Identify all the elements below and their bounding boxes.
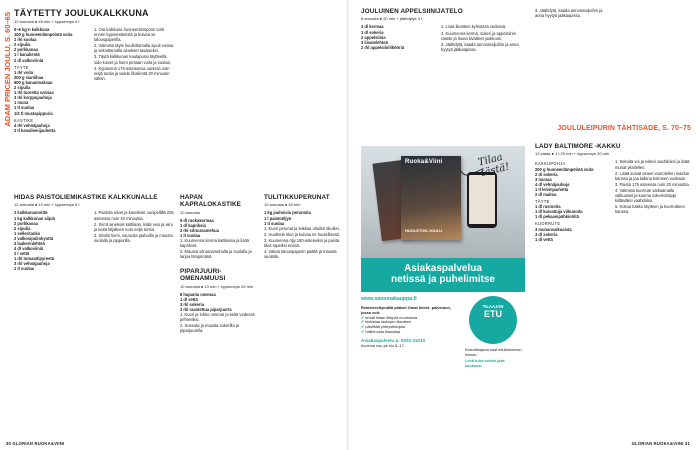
recipe-step: 3. Paista 175 asteessa noin 20 minuuttia. (615, 181, 690, 187)
recipe-lady-baltimore (535, 143, 691, 439)
ingredient: 2 kalkkunanreittä (14, 210, 48, 216)
step-list (615, 159, 691, 241)
recipe-step: 3. Kuumenna öljy 180-asteiseksi ja paista tikut rapeiksi erissä. (264, 237, 340, 248)
ad-intro: Rekisteröitymällä pääset Omat tiedot -palveluun, jossa voit: (361, 305, 451, 315)
ingredient: 1 kg jauhoisia perunoita (264, 210, 311, 216)
ingredient: 4 dl valkoviiniä (14, 246, 44, 252)
ingredient: 3 dl sokeria (535, 231, 558, 237)
ingredient-list (14, 210, 88, 271)
ingredient: 3 munaa (535, 176, 552, 182)
ad-sidebar (465, 296, 523, 368)
ingredient: 500 g kananmaksaa (14, 79, 53, 85)
recipe-step: 4. Valmista kuorrute vatkaamalla valkuaiset ja kuuma sokerisiirappi kiiltäväksi vaahdoksi. (615, 187, 676, 204)
ingredient: 2 porkkanaa (14, 220, 38, 226)
recipe-turkey (14, 8, 176, 160)
ingredient: 3 rkl korppujauhoja (14, 95, 52, 101)
ingredient: 200 g sianlihaa (14, 74, 44, 80)
recipe-title: TÄYTETTY JOULUKALKKUNA (14, 8, 149, 18)
recipe-step: 2. Valmista täyte kuullottamalla sipuli voissa ja sekoittamalla ainekset tasaiseksi. (94, 43, 174, 54)
right-magazine-page (349, 0, 696, 450)
check-icon: ✔ (361, 319, 366, 325)
ad-check-item: ✔ tarkistaa laskujen tilanteen (361, 319, 412, 325)
recipe-step: 4. Valuta talouspaperin päällä ja mausta suolalla. (264, 249, 337, 260)
left-side-title: ADAM PRICEN JOULU, S. 60–65 (3, 12, 12, 127)
badge-small-text: TILAAJAN (482, 304, 504, 309)
recipe-title: LADY BALTIMORE -KAKKU (535, 143, 621, 150)
magazine-cover-text: HUOLETON JOULU (405, 228, 443, 234)
ingredient: 100 g huoneenlämpöistä voita (14, 32, 73, 38)
ad-check-item: ✔ päivittää yhteystietojasi (361, 324, 406, 330)
ingredient-subheading: TÄYTE (14, 64, 29, 70)
recipe-step: 1. Ota kalkkuna huoneenlämpöön tunti ennen kypsentämistä ja kuivaa se talouspaperilla. (94, 27, 165, 43)
ingredient: 2 sipulia (14, 225, 31, 231)
ingredient: 1 rkl voita (14, 69, 34, 75)
step-list (94, 210, 174, 271)
recipe-step: 3. Täytä kalkkunan kaulapussi täytteellä, sido koivet ja hiero pintaan voita ja suolaa. (94, 54, 171, 65)
ad-side-paragraph: Kestotilaajana saat edullisemman hinnan. (465, 348, 522, 357)
ingredient: 1 dl pekaanipähkinöitä (535, 214, 579, 220)
ingredient-list (361, 24, 435, 52)
ingredient: 2 appelsiinia (361, 34, 386, 40)
recipe-step: 2. Mausta sitruunamehulla ja suolalla ja tarjoa lämpimänä. (180, 249, 252, 260)
ingredient: 1 rkl tuoretta salviaa (14, 90, 54, 96)
recipe-meta: 12 palaa ● 1 t 20 min + kypsennys 20 min (535, 151, 610, 157)
ingredient-list (14, 27, 88, 133)
ingredient: 2 rkl raastettua piparjuurta (180, 307, 232, 313)
ad-photo (361, 146, 525, 262)
recipe-step: 2. Soseuta ja mausta sokerilla ja piparjuurella. (180, 323, 239, 334)
ingredient: 1 rkl tomaattipyreetä (14, 256, 55, 262)
ad-check-item: ✔ hallinnoida tilaustasi (361, 328, 401, 334)
ad-subheadline: netissä ja puhelimitse (391, 274, 495, 285)
ingredient: 2 dl maitoa (535, 191, 557, 197)
recipe-step: 3. Siivilöi liemi, suurusta jauhoilla ja mausta suolalla ja pippurilla. (94, 232, 173, 243)
recipe-title: PIPARJUURI-OMENAMUUSI (180, 268, 226, 283)
ingredient-subheading: KASTIKE (14, 117, 34, 123)
ad-headline: Asiakaspalvelua (404, 263, 482, 274)
subscription-ad (361, 146, 525, 441)
ingredient: 1 dl kapriksia (180, 222, 206, 228)
ingredient: 1 dl rusinoita (535, 204, 561, 210)
ingredient: 2 l vettä (14, 251, 30, 257)
recipe-step: 1. Liota liivatteet kylmässä vedessä. (441, 24, 507, 30)
ad-phone: Asiakaspalvelu p. 0203 31010 (361, 337, 426, 343)
recipe-title: HIDAS PAISTOLIEMIKASTIKE KALKKUNALLE (14, 194, 158, 201)
ad-headline-band (361, 258, 525, 292)
check-icon: ✔ (361, 314, 366, 320)
ingredient: 3 dl kermaa (361, 24, 384, 30)
ingredient: 3 rkl vehnäjauhoja (14, 261, 50, 267)
ingredient: 2 valkosipulinkynttä (14, 235, 54, 241)
ingredient: 1 dl vettä (180, 296, 198, 302)
recipe-step: 1. Paahda siivet ja kasvikset uunipellillä 225 asteessa noin 40 minuuttia. (94, 210, 174, 221)
recipe-title: TULITIKKUPERUNAT (264, 194, 330, 201)
ingredient: 5–6 kg:n kalkkuna (14, 27, 50, 32)
recipe-caper-sauce (180, 194, 260, 264)
handwritten-note: Tilaa tästä! (477, 151, 511, 180)
ad-body (361, 306, 461, 348)
ingredient: 1 tl suolaa (14, 266, 35, 272)
recipe-step: 3. Jäähdytä, kaada annosmaljoihin ja anna hyytyä jääkaapissa. (535, 8, 603, 19)
recipe-step: 2. Huuhtele tikut ja kuivaa ne huolellisesti. (264, 231, 341, 237)
ingredient: 1 selleritanko (14, 230, 41, 236)
ingredient: 2 tl kanaliemijauhetta (14, 127, 56, 133)
ingredient: 2 dl valkoviiniä (14, 57, 44, 63)
ingredient: 1 dl kuivattuja viikunoita (535, 209, 583, 215)
ingredient: 200 g huoneenlämpöistä voita (535, 166, 594, 172)
recipe-step: 3. Jäähdytä, kaada annosmaljoihin ja anna hyytyä jääkaapissa. (441, 41, 519, 52)
ingredient-subheading: KUORRUTE (535, 221, 561, 227)
subscriber-benefit-badge (469, 296, 517, 344)
recipe-step: 1. Kuumenna kerma kattilassa ja lisää kaprikset. (180, 238, 249, 249)
ingredient: 3 munanvalkuaista (535, 226, 572, 232)
recipe-meta: 8 annosta ● 20 min + jäähdytys 3 t (361, 16, 423, 22)
ingredient: 1 tl suolaa (180, 233, 201, 239)
ingredient: 4 rkl vehnäjauhoja (14, 122, 50, 128)
ingredient: 2 porkkanaa (14, 47, 38, 53)
ingredient: 1 rkl suolaa (14, 37, 37, 43)
recipe-meta: 10 annosta ● 40 min (264, 202, 301, 208)
ingredient: 1 tl suolaa (264, 220, 285, 226)
ingredient: 1 muna (14, 100, 29, 106)
ingredient-subheading: TÄYTE (535, 199, 550, 205)
ingredient: 2 laakerinlehteä (14, 240, 45, 246)
ingredient: 1 tl leivinjauhetta (535, 186, 569, 192)
badge-big-text: ETU (484, 309, 502, 319)
ingredient: 1 tl suolaa (14, 105, 35, 111)
magazine-cover-image (401, 156, 461, 240)
recipe-orange-jelly (361, 8, 525, 140)
recipe-step: 2. Kuumenna kerma, sokeri ja appelsiinin raaste ja liuota liivatteet joukkoon. (441, 30, 516, 41)
recipe-title: JOULUINEN APPELSIINIJÄTELÖ (361, 8, 463, 15)
recipe-title: HAPAN KAPRALOKASTIKE (180, 194, 242, 209)
ingredient: 2 dl sokeria (535, 171, 558, 177)
ad-check-item: ✔ tehdä tilaan liittyviä muutoksia (361, 314, 418, 320)
ingredient-list (535, 159, 609, 241)
step-list (441, 24, 523, 52)
ingredient: 1 l kanalientä (14, 52, 40, 58)
recipe-meta: 10 annosta ● 10 min + kypsennys 20 min (180, 283, 254, 289)
recipe-apple-mash (180, 268, 260, 438)
recipe-step: 2. Siirrä ainekset kattilaan, lisää vesi ja viini ja keitä hiljalleen noin neljä tuntia. (94, 221, 173, 232)
recipe-meta: 12 annosta ● 45 min + kypsennys 4 t (14, 19, 80, 24)
ingredient: 4 dl vehnäjauhoja (535, 181, 570, 187)
ingredient: 1 dl vettä (535, 236, 553, 242)
ingredient-subheading: KAKKUPOHJA (535, 161, 566, 167)
recipe-meta: 12 annosta ● 10 min + kypsennys 5 t (14, 202, 80, 208)
recipe-meta: 10 annosta (180, 209, 200, 215)
ingredient: 1 kg kalkkunan siipiä (14, 215, 55, 221)
right-page-folio: GLORIAN RUOKA&VIINI 31 (631, 441, 690, 446)
ingredient: 3 liivatelehteä (361, 39, 388, 45)
ad-side-text (465, 348, 523, 368)
ingredient: 2 sipulia (14, 85, 31, 91)
recipe-step: 1. Kuori ja lohko omenat ja keitä vedessä pehmeiksi. (180, 312, 255, 323)
ingredient: 2 rkl sitruunamehua (180, 228, 219, 233)
ingredient: 2 rkl appelsiinilikööriä (361, 44, 405, 50)
right-side-title: JOULULEIPURIN TÄHTISADE, S. 70–75 (557, 125, 691, 132)
ad-url-link[interactable]: www.sanomakauppa.fi (361, 296, 417, 302)
check-icon: ✔ (361, 324, 366, 330)
check-icon: ✔ (361, 328, 366, 334)
ingredient: 1/2 tl mustapippuria (14, 110, 53, 116)
ingredient: 8 hapanta omenaa (180, 291, 216, 297)
recipe-matchstick-potatoes (264, 194, 344, 438)
ingredient: 2 sipulia (14, 42, 31, 48)
left-page-folio: 30 GLORIAN RUOKA&VIINI (6, 441, 65, 446)
ingredient: 5 dl ruokakermaa (180, 217, 214, 223)
magazine-logo: Ruoka&Viini (405, 159, 443, 165)
ad-phone-note: Avoinna ma–pe klo 8–17. (361, 342, 405, 348)
recipe-gravy (14, 194, 176, 438)
step-list (94, 27, 174, 133)
ingredient: 1 dl sokeria (361, 29, 384, 35)
recipe-step: 1. Kuori perunat ja leikkaa ohuiksi tikuiksi. (264, 225, 340, 231)
phone-image (467, 172, 497, 228)
right-column-intro (535, 8, 689, 128)
ingredient: 3 rkl sokeria (180, 302, 204, 307)
recipe-step: 2. Lisää kuivat aineet vuorotellen maidon kanssa ja jaa taikina kolmeen vuokaan. (615, 170, 690, 181)
ad-side-note: Lehti tulee kotiisi joka kuukausi. (465, 359, 505, 368)
recipe-step: 4. Kypsennä 175-asteisessa uunissa noin neljä tuntia ja valele lihalientä 30 minuutin välein. (94, 65, 170, 81)
recipe-step: 1. Sekoita voi ja sokeri vaahdoksi ja lisää munat yksitellen. (615, 159, 690, 170)
recipe-step: 5. Kokoa kakku täytteen ja kuorrutteen kanssa. (615, 204, 685, 215)
ingredient: 1 l paistoöljyä (264, 215, 292, 221)
